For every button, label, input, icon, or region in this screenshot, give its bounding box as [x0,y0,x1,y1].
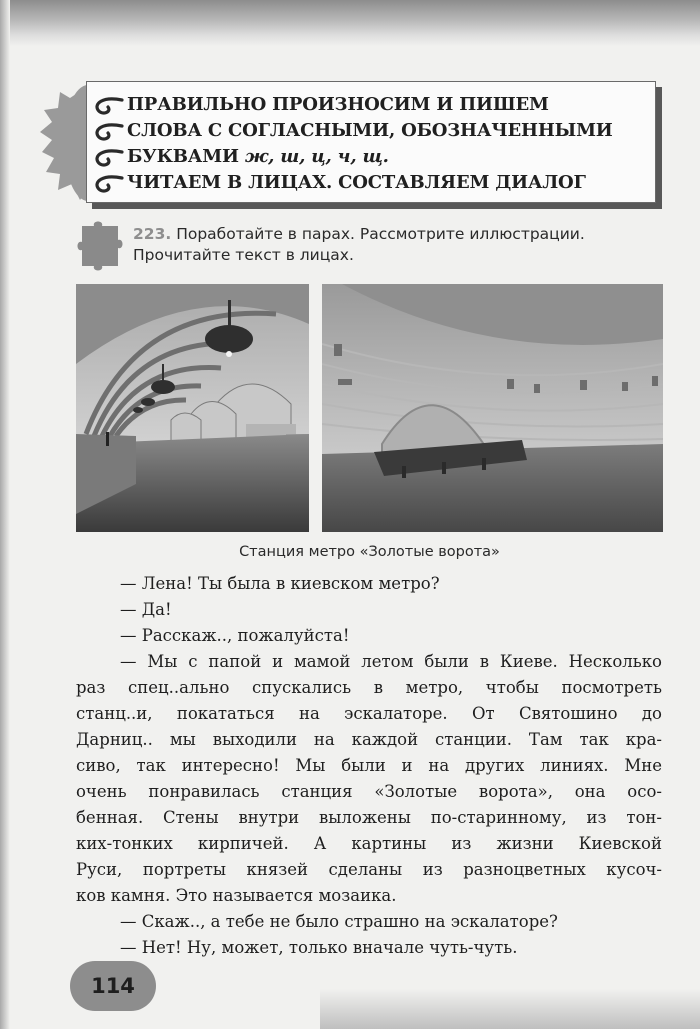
page-bottom-shadow [320,989,700,1029]
header-line-3 [127,146,389,167]
dialogue-line: Дарниц.. мы выходили на каждой станции. Там так кра- [76,730,662,749]
spiral-binding-icon [92,174,126,196]
dialogue-line: — Скаж.., а тебе не было страшно на эскалаторе? [120,912,558,931]
photo-caption: Станция метро «Золотые ворота» [239,544,500,560]
header-line-3-prefix: БУКВАМИ [127,146,239,167]
metro-vault-photo [322,284,663,532]
puzzle-icon [74,220,128,272]
dialogue-line: — Нет! Ну, может, только вначале чуть-чуть. [120,938,518,957]
dialogue-line: Руси, портреты князей сделаны из разноцветных кусоч- [76,860,662,879]
dialogue-line: раз спец..ально спускались в метро, чтобы посмотреть [76,678,662,697]
header-line-2: СЛОВА С СОГЛАСНЫМИ, ОБОЗНАЧЕННЫМИ [127,120,613,141]
dialogue-line: ков камня. Это называется мозаика. [76,886,397,905]
dialogue-line: станц..и, покататься на эскалаторе. От Святошино до [76,704,662,723]
dialogue-line: очень понравилась станция «Золотые ворота», она осо- [76,782,662,801]
exercise-line-1: Поработайте в парах. Рассмотрите иллюстрации. [176,225,585,243]
header-line-4: ЧИТАЕМ В ЛИЦАХ. СОСТАВЛЯЕМ ДИАЛОГ [127,172,586,193]
dialogue-line: — Лена! Ты была в киевском метро? [120,574,440,593]
dialogue-line: — Расскаж.., пожалуйста! [120,626,350,645]
exercise-number: 223. [133,225,172,243]
dialogue-line: бенная. Стены внутри выложены по-старинному, из тон- [76,808,662,827]
dialogue-line: сиво, так интересно! Мы были и на других линиях. Мне [76,756,662,775]
metro-hall-photo [76,284,309,532]
exercise-instruction [133,224,673,266]
header-letters: ж, ш, ц, ч, щ. [244,146,389,167]
page-top-shadow [0,0,700,46]
spiral-binding-icon [92,148,126,170]
exercise-line-2: Прочитайте текст в лицах. [133,246,354,264]
header-line-1: ПРАВИЛЬНО ПРОИЗНОСИМ И ПИШЕМ [127,94,549,115]
page-number: 114 [91,974,135,998]
page-left-edge [0,0,10,1029]
spiral-binding-icon [92,96,126,118]
dialogue-line: — Да! [120,600,172,619]
dialogue-line: ких-тонких кирпичей. А картины из жизни Киевской [76,834,662,853]
dialogue-line: — Мы с папой и мамой летом были в Киеве. Несколько [120,652,662,671]
spiral-binding-icon [92,122,126,144]
